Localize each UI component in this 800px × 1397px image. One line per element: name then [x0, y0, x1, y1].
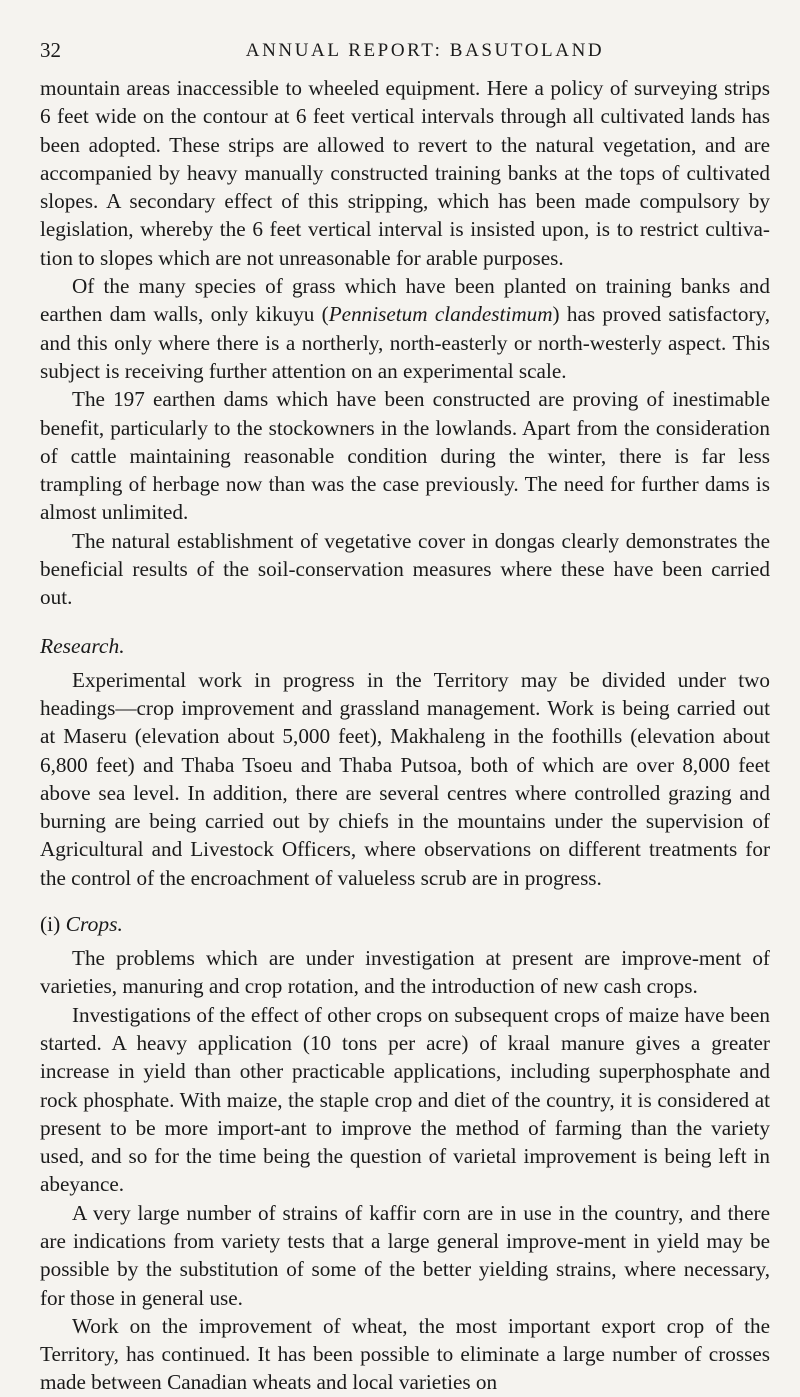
subsection-heading-crops: [40, 910, 770, 938]
paragraph-wheat: Work on the improvement of wheat, the most important export crop of the Territory, has continued. It has been possible to eliminate a large number of crosses made between Canadian wheats and local varieties on: [40, 1313, 770, 1395]
paragraph-text: Of the many species of grass which have been planted on training banks and earthen dam walls, only kikuyu (: [40, 274, 770, 327]
paragraph-maize: Investigations of the effect of other crops on subsequent crops of maize have been started. A heavy application (10 tons per acre) of kraal manure gives a greater increase in yield than other practicable applications, including superphosphate and rock phosphate. With maize, the staple crop and diet of the country, it is considered at present to be more import-ant to improve the method of farming than the variety used, and so for the time being the question of varietal improvement is being left in abeyance.: [40, 1002, 770, 1197]
paragraph-vegetative-cover: The natural establishment of vegetative cover in dongas clearly demonstrates the beneficial results of the soil-conservation measures where these have been carried out.: [40, 528, 770, 610]
running-title: ANNUAL REPORT: BASUTOLAND: [245, 40, 605, 61]
paragraph-text: ) has proved satisfactory, and this only where there is a northerly, north-easterly or north-westerly aspect. This subject is receiving further attention on an experimental scale.: [40, 302, 771, 383]
species-name: Pennisetum clandestimum: [328, 302, 553, 327]
running-header: [40, 36, 770, 70]
subsection-title: Crops.: [65, 912, 123, 937]
paragraph-kaffir-corn: A very large number of strains of kaffir corn are in use in the country, and there are indications from variety tests that a large general improve-ment in yield may be possible by the substitution of some of the better yielding strains, where necessary, for those in general use.: [40, 1200, 770, 1310]
paragraph-continued: mountain areas inaccessible to wheeled equipment. Here a policy of surveying strips 6 feet wide on the contour at 6 feet vertical intervals through all cultivated lands has been adopted. These strips are allowed to revert to the natural vegetation, and are accompanied by heavy manually constructed training banks at the tops of cultivated slopes. A secondary effect of this stripping, which has been made compulsory by legislation, whereby the 6 feet vertical interval is insisted upon, is to restrict cultiva-tion to slopes which are not unreasonable for arable purposes.: [40, 76, 770, 270]
section-heading-research: Research.: [40, 633, 125, 658]
paragraph-experimental-work: Experimental work in progress in the Territory may be divided under two headings—crop improvement and grassland management. Work is being carried out at Maseru (elevation about 5,000 feet), Makhaleng in the foothills (elevation about 6,800 feet) and Thaba Tsoeu and Thaba Putsoa, both of which are over 8,000 feet above sea level. In addition, there are several centres where controlled grazing and burning are being carried out by chiefs in the mountains under the supervision of Agricultural and Livestock Officers, where observations on different treatments for the control of the encroachment of valueless scrub are in progress.: [40, 667, 770, 890]
paragraph-earthen-dams: The 197 earthen dams which have been constructed are proving of inestimable benefit, particularly to the stockowners in the lowlands. Apart from the consideration of cattle maintaining reasonable condition during the winter, there is far less trampling of herbage now than was the case previously. The need for further dams is almost unlimited.: [40, 387, 770, 525]
body-text: [40, 74, 770, 1397]
subsection-number: (i): [40, 912, 61, 937]
paragraph-problems: The problems which are under investigation at present are improve-ment of varieties, manuring and crop rotation, and the introduction of new cash crops.: [40, 946, 770, 999]
paragraph-grass-species: [40, 272, 770, 385]
page-number: 32: [40, 38, 61, 62]
